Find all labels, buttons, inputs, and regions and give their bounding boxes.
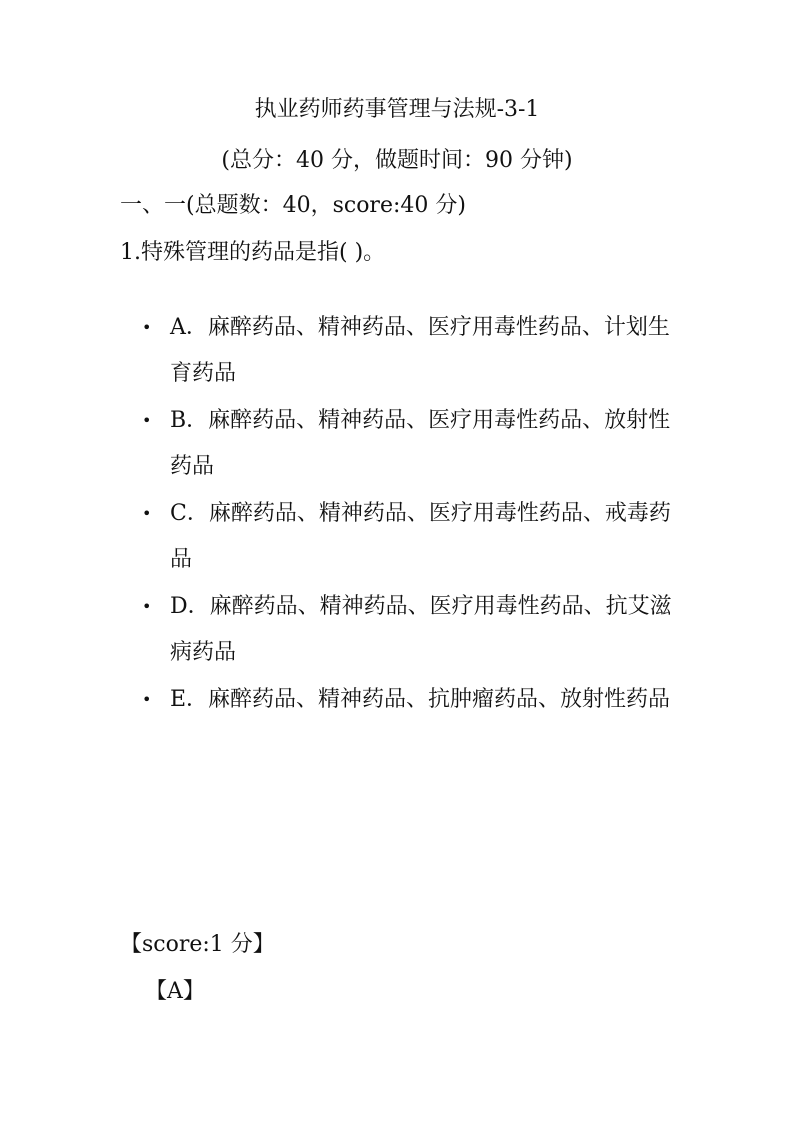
bullet-icon: •	[142, 318, 152, 337]
option-list	[140, 305, 680, 724]
question-score: 【score:1 分】	[120, 932, 275, 957]
option-c	[140, 491, 680, 583]
bullet-icon: •	[142, 690, 152, 709]
option-label: C．麻醉药品、精神药品、医疗用毒性药品、戒毒药品	[170, 501, 671, 572]
page-title: 执业药师药事管理与法规-3-1	[254, 97, 540, 122]
bullet-icon: •	[142, 411, 152, 430]
question-answer: 【A】	[145, 979, 205, 1004]
bullet-icon: •	[142, 597, 152, 616]
exam-meta: (总分：40 分，做题时间：90 分钟)	[221, 148, 573, 173]
option-label: B．麻醉药品、精神药品、医疗用毒性药品、放射性药品	[170, 408, 671, 479]
question-text: 1.特殊管理的药品是指( )。	[120, 240, 386, 265]
option-a	[140, 305, 680, 397]
option-label: E．麻醉药品、精神药品、抗肿瘤药品、放射性药品	[170, 687, 671, 712]
option-e	[140, 677, 680, 723]
bullet-icon: •	[142, 504, 152, 523]
option-d	[140, 584, 680, 676]
option-label: A．麻醉药品、精神药品、医疗用毒性药品、计划生育药品	[170, 315, 670, 386]
option-b	[140, 398, 680, 490]
section-heading: 一、一(总题数：40，score:40 分)	[120, 193, 466, 218]
option-label: D．麻醉药品、精神药品、医疗用毒性药品、抗艾滋病药品	[170, 594, 672, 665]
